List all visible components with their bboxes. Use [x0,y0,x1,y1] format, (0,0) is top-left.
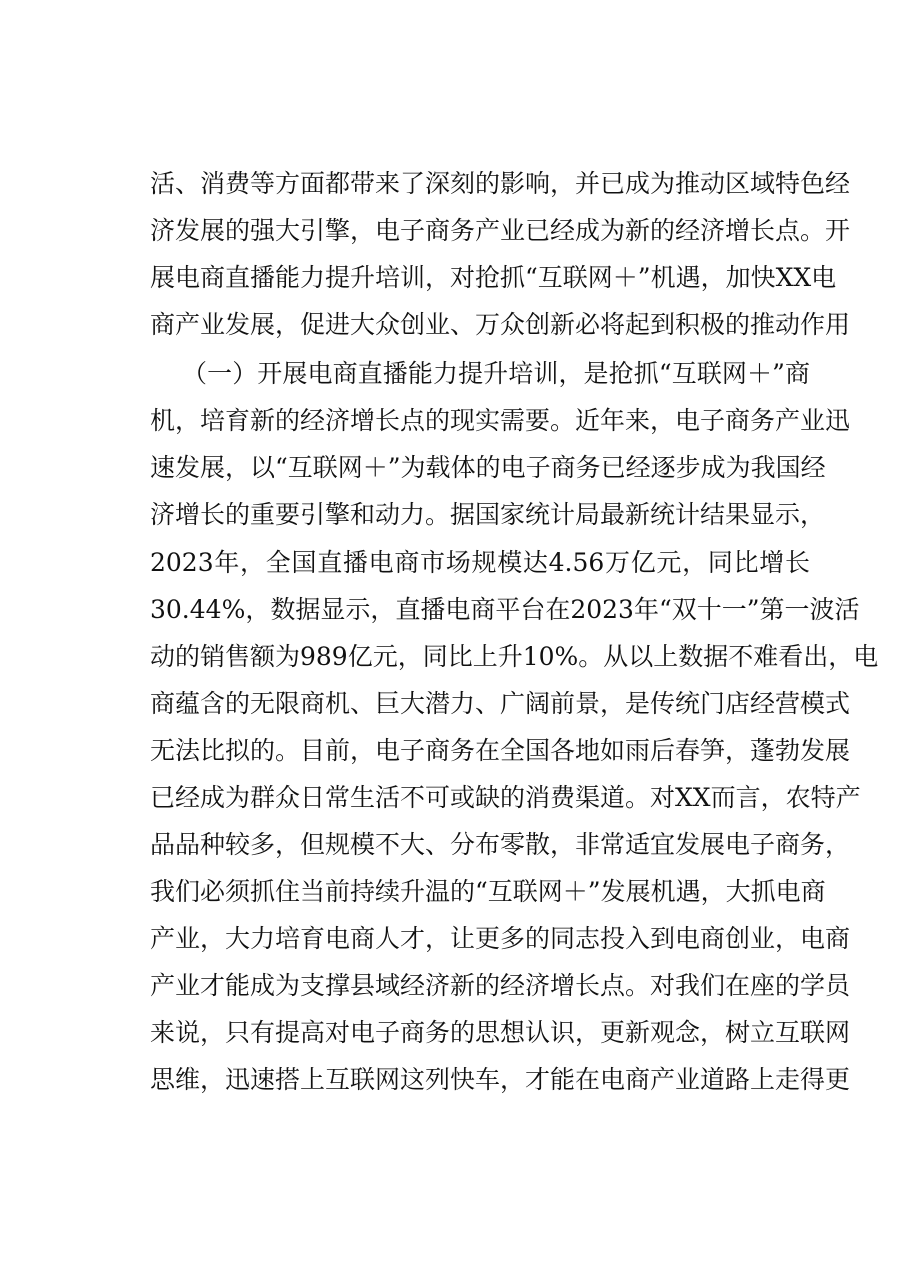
text-line: 活、消费等方面都带来了深刻的影响，并已成为推动区域特色经 [150,169,851,198]
text-line: 品品种较多，但规模不大、分布零散，非常适宜发展电子商务， [150,830,851,859]
text-line: 济发展的强大引擎，电子商务产业已经成为新的经济增长点。开 [150,216,851,245]
text-line: 动的销售额为989亿元，同比上升10%。从以上数据不难看出，电 [150,642,879,671]
text-line: 商蕴含的无限商机、巨大潜力、广阔前景，是传统门店经营模式 [150,689,851,718]
text-line: 思维，迅速搭上互联网这列快车，才能在电商产业道路上走得更 [150,1065,851,1094]
text-line: 产业才能成为支撑县域经济新的经济增长点。对我们在座的学员 [150,971,851,1000]
text-line: 机，培育新的经济增长点的现实需要。近年来，电子商务产业迅 [150,406,851,435]
text-line: 速发展，以“互联网＋”为载体的电子商务已经逐步成为我国经 [150,453,826,482]
text-line: 商产业发展，促进大众创业、万众创新必将起到积极的推动作用 [150,310,851,339]
text-line: 无法比拟的。目前，电子商务在全国各地如雨后春笋，蓬勃发展 [150,736,851,765]
text-line: 2023年，全国直播电商市场规模达4.56万亿元，同比增长 [150,548,810,577]
text-line: 来说，只有提高对电子商务的思想认识，更新观念，树立互联网 [150,1018,851,1047]
section-heading-line: （一）开展电商直播能力提升培训，是抢抓“互联网＋”商 [182,359,810,388]
text-line: 我们必须抓住当前持续升温的“互联网＋”发展机遇，大抓电商 [150,877,826,906]
text-line: 济增长的重要引擎和动力。据国家统计局最新统计结果显示， [150,500,826,529]
text-line: 产业，大力培育电商人才，让更多的同志投入到电商创业，电商 [150,924,851,953]
text-line: 展电商直播能力提升培训，对抢抓“互联网＋”机遇，加快XX电 [150,263,837,292]
text-line: 30.44%，数据显示，直播电商平台在2023年“双十一”第一波活 [150,595,860,624]
text-line: 已经成为群众日常生活不可或缺的消费渠道。对XX而言，农特产 [150,783,861,812]
